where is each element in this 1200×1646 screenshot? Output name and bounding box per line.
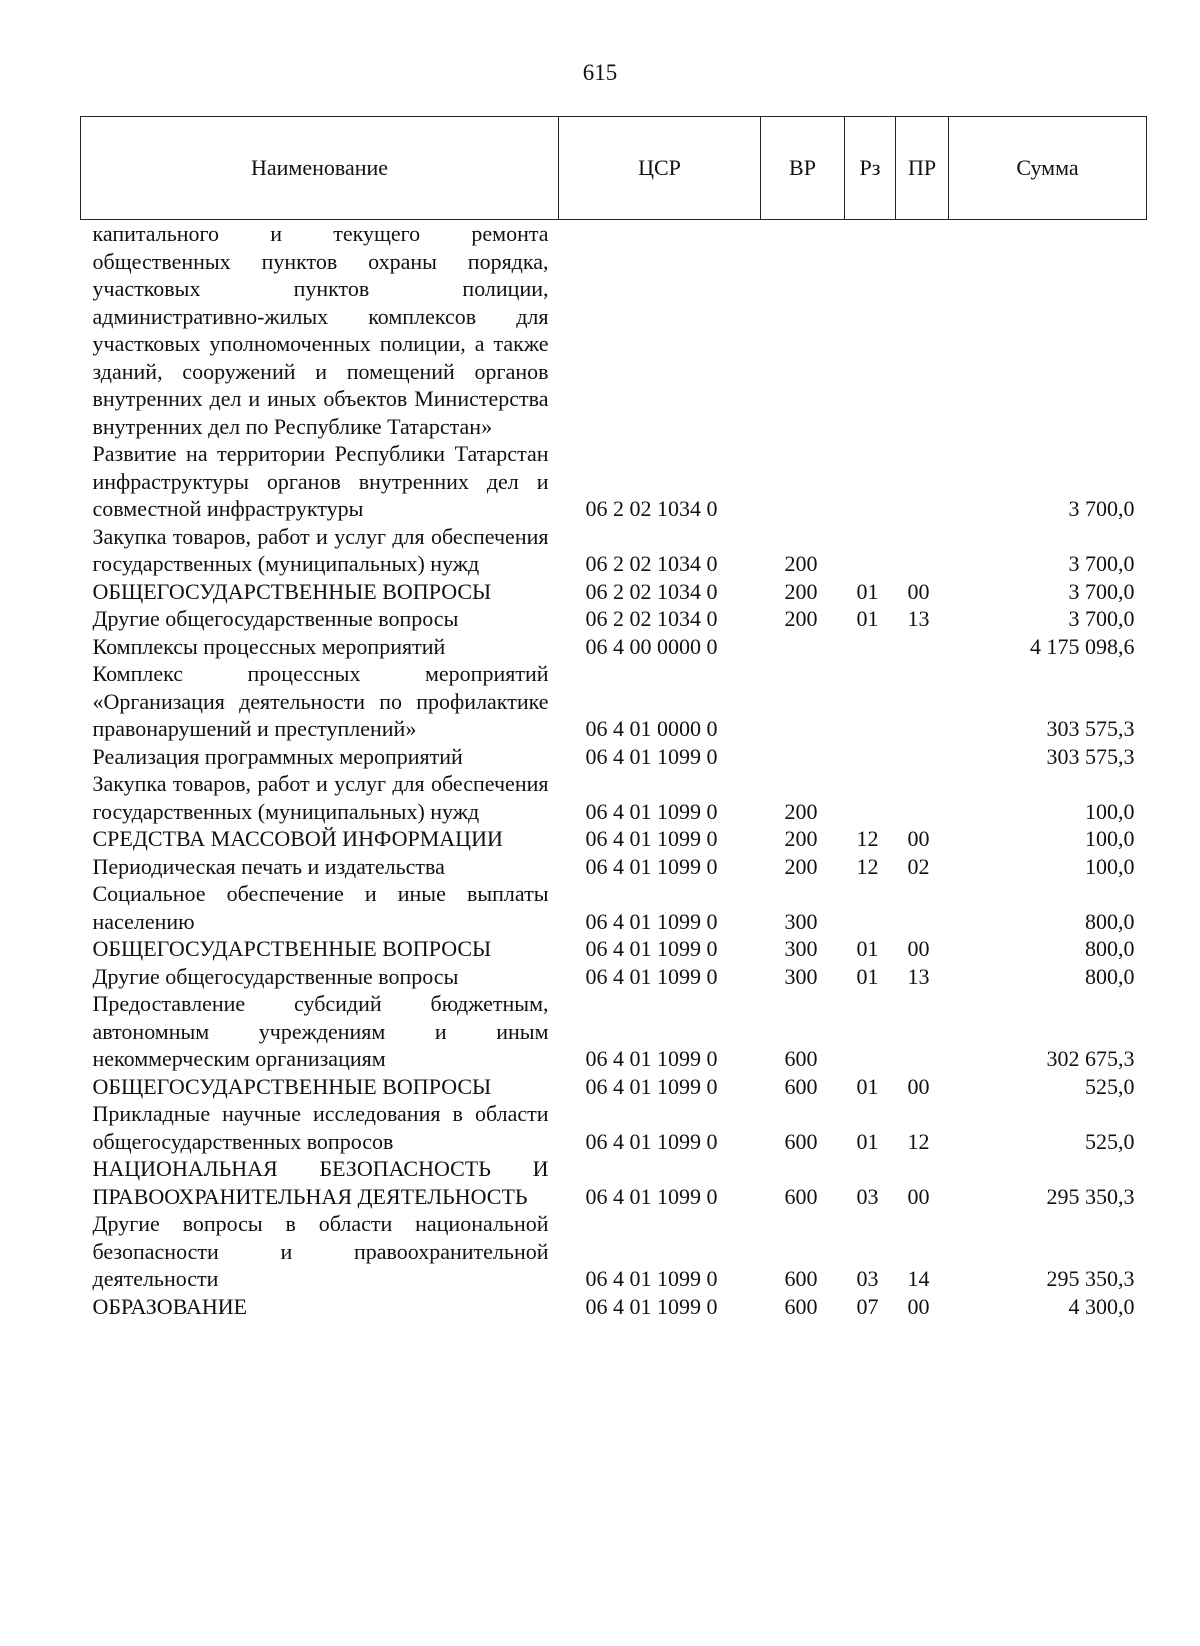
- cell-sum: 800,0: [1085, 908, 1135, 934]
- cell-sum: 302 675,3: [1046, 1046, 1135, 1071]
- cell-vr: [761, 633, 845, 661]
- cell-name: Закупка товаров, работ и услуг для обеспечения государственных (муниципальных) нужд: [92, 771, 549, 824]
- cell-pr: [896, 743, 949, 771]
- header-pr: ПР: [896, 117, 949, 220]
- cell-csr: 06 4 01 1099 0: [585, 1266, 718, 1291]
- cell-rz: 01: [856, 606, 879, 631]
- cell-csr: 06 4 01 0000 0: [585, 716, 718, 741]
- cell-rz: 12: [856, 853, 879, 879]
- cell-pr: 00: [907, 826, 930, 851]
- cell-rz: 01: [856, 1073, 879, 1099]
- cell-vr: 600: [784, 1046, 818, 1071]
- cell-vr: 200: [784, 826, 818, 851]
- cell-rz: 01: [856, 578, 879, 604]
- cell-name: Другие общегосударственные вопросы: [92, 606, 459, 631]
- cell-vr: [761, 440, 845, 523]
- budget-table: [80, 116, 1147, 1320]
- cell-rz: 01: [856, 1128, 879, 1154]
- cell-pr: 00: [907, 1293, 930, 1319]
- cell-vr: 200: [784, 578, 818, 604]
- cell-sum: 4 175 098,6: [1030, 633, 1135, 659]
- cell-rz: [845, 770, 896, 825]
- table-row: [81, 1210, 1147, 1293]
- cell-pr: 13: [907, 606, 930, 631]
- header-name: Наименование: [81, 117, 559, 220]
- cell-rz: 07: [856, 1293, 879, 1319]
- table-row: [81, 853, 1147, 881]
- cell-rz: [845, 880, 896, 935]
- cell-sum: 100,0: [1085, 853, 1135, 879]
- table-row: [81, 523, 1147, 578]
- cell-sum: 525,0: [1085, 1073, 1135, 1099]
- cell-vr: [761, 220, 845, 441]
- cell-pr: [896, 523, 949, 578]
- cell-name: Предоставление субсидий бюджетным, автономным учреждениям и иным некоммерческим организациям: [92, 991, 549, 1071]
- header-row: [81, 117, 1147, 220]
- header-rz: Рз: [845, 117, 896, 220]
- cell-vr: 300: [784, 908, 818, 934]
- table-row: [81, 990, 1147, 1073]
- cell-sum: 3 700,0: [1068, 496, 1135, 521]
- cell-rz: [845, 633, 896, 661]
- cell-csr: 06 4 01 1099 0: [585, 936, 718, 961]
- cell-csr: 06 2 02 1034 0: [585, 578, 718, 604]
- cell-name: ОБЩЕГОСУДАРСТВЕННЫЕ ВОПРОСЫ: [92, 936, 492, 961]
- cell-pr: [896, 880, 949, 935]
- cell-rz: [845, 220, 896, 441]
- cell-pr: [896, 220, 949, 441]
- cell-vr: [761, 743, 845, 771]
- table-row: [81, 935, 1147, 963]
- cell-name: ОБЩЕГОСУДАРСТВЕННЫЕ ВОПРОСЫ: [92, 578, 492, 604]
- cell-pr: [896, 990, 949, 1073]
- cell-rz: 03: [856, 1266, 879, 1291]
- cell-name: Развитие на территории Республики Татарстан инфраструктуры органов внутренних дел и совместной инфраструктуры: [92, 441, 549, 521]
- cell-sum: 100,0: [1085, 826, 1135, 851]
- header-sum: Сумма: [949, 117, 1147, 220]
- cell-sum: 303 575,3: [1046, 743, 1135, 769]
- cell-pr: 00: [907, 578, 930, 604]
- header-vr: ВР: [761, 117, 845, 220]
- cell-vr: 300: [784, 963, 818, 989]
- cell-csr: [559, 220, 761, 441]
- cell-csr: 06 4 00 0000 0: [585, 633, 718, 659]
- cell-vr: 600: [784, 1073, 818, 1099]
- cell-vr: 200: [784, 798, 818, 824]
- cell-sum: 100,0: [1085, 798, 1135, 824]
- cell-vr: 600: [784, 1266, 818, 1291]
- cell-vr: 600: [784, 1183, 818, 1209]
- table-header: [81, 117, 1147, 220]
- cell-pr: 00: [907, 936, 930, 961]
- cell-vr: 200: [784, 606, 818, 631]
- cell-name: Комплексы процессных мероприятий: [92, 633, 446, 659]
- cell-csr: 06 4 01 1099 0: [585, 1046, 718, 1071]
- cell-rz: [845, 440, 896, 523]
- cell-csr: 06 2 02 1034 0: [585, 496, 718, 521]
- table-row: [81, 220, 1147, 441]
- cell-rz: 01: [856, 963, 879, 989]
- cell-rz: [845, 990, 896, 1073]
- table-row: [81, 605, 1147, 633]
- cell-csr: 06 2 02 1034 0: [585, 551, 718, 576]
- cell-name: Периодическая печать и издательства: [92, 853, 445, 879]
- cell-sum: 295 350,3: [1046, 1266, 1135, 1291]
- table-row: [81, 1073, 1147, 1101]
- cell-csr: 06 4 01 1099 0: [585, 853, 718, 879]
- cell-sum: 525,0: [1085, 1128, 1135, 1154]
- cell-name: Другие вопросы в области национальной безопасности и правоохранительной деятельности: [92, 1211, 549, 1291]
- cell-sum: [949, 220, 1147, 441]
- cell-rz: 03: [856, 1183, 879, 1209]
- cell-name: ОБРАЗОВАНИЕ: [92, 1293, 248, 1319]
- cell-csr: 06 4 01 1099 0: [585, 1183, 718, 1209]
- cell-rz: 01: [856, 936, 879, 961]
- cell-name: НАЦИОНАЛЬНАЯ БЕЗОПАСНОСТЬ И ПРАВООХРАНИТЕЛЬНАЯ ДЕЯТЕЛЬНОСТЬ: [92, 1156, 549, 1209]
- cell-vr: 300: [784, 936, 818, 961]
- table-row: [81, 633, 1147, 661]
- cell-rz: 12: [856, 826, 879, 851]
- table-row: [81, 1155, 1147, 1210]
- cell-pr: [896, 440, 949, 523]
- cell-vr: 200: [784, 853, 818, 879]
- cell-name: Закупка товаров, работ и услуг для обеспечения государственных (муниципальных) нужд: [92, 523, 549, 576]
- page-number: 615: [582, 60, 618, 85]
- cell-csr: 06 4 01 1099 0: [585, 1293, 718, 1319]
- cell-vr: 600: [784, 1128, 818, 1154]
- cell-pr: 00: [907, 1183, 930, 1209]
- cell-pr: 12: [907, 1128, 930, 1154]
- cell-sum: 800,0: [1085, 936, 1135, 961]
- cell-csr: 06 4 01 1099 0: [585, 1128, 718, 1154]
- table-row: [81, 825, 1147, 853]
- cell-name: Другие общегосударственные вопросы: [92, 963, 459, 989]
- cell-vr: 200: [784, 551, 818, 576]
- cell-csr: 06 4 01 1099 0: [585, 963, 718, 989]
- header-csr: ЦСР: [559, 117, 761, 220]
- table-row: [81, 770, 1147, 825]
- cell-rz: [845, 523, 896, 578]
- cell-csr: 06 4 01 1099 0: [585, 908, 718, 934]
- cell-pr: 00: [907, 1073, 930, 1099]
- cell-sum: 4 300,0: [1068, 1293, 1135, 1319]
- cell-sum: 3 700,0: [1068, 551, 1135, 576]
- cell-sum: 303 575,3: [1046, 716, 1135, 741]
- table-row: [81, 1293, 1147, 1321]
- cell-csr: 06 4 01 1099 0: [585, 798, 718, 824]
- cell-csr: 06 4 01 1099 0: [585, 826, 718, 851]
- cell-name: капитального и текущего ремонта общественных пунктов охраны порядка, участковых пунктов полиции, административно-жилых комплексов для участковых уполномоченных полиции, а также зданий, сооружений и помещений органов внутренних дел и иных объектов Министерства внутренних дел по Республике Татарстан»: [92, 221, 549, 439]
- cell-vr: 600: [784, 1293, 818, 1319]
- cell-rz: [845, 660, 896, 743]
- cell-csr: 06 4 01 1099 0: [585, 743, 718, 769]
- cell-name: Социальное обеспечение и иные выплаты населению: [92, 881, 549, 934]
- cell-pr: 13: [907, 963, 930, 989]
- cell-pr: [896, 770, 949, 825]
- cell-sum: 295 350,3: [1046, 1183, 1135, 1209]
- cell-rz: [845, 743, 896, 771]
- cell-sum: 800,0: [1085, 963, 1135, 989]
- cell-name: ОБЩЕГОСУДАРСТВЕННЫЕ ВОПРОСЫ: [92, 1073, 492, 1099]
- table-row: [81, 1100, 1147, 1155]
- cell-name: СРЕДСТВА МАССОВОЙ ИНФОРМАЦИИ: [92, 826, 503, 851]
- cell-sum: 3 700,0: [1068, 606, 1135, 631]
- table-row: [81, 880, 1147, 935]
- cell-name: Комплекс процессных мероприятий «Организация деятельности по профилактике правонарушений и преступлений»: [92, 661, 549, 741]
- cell-csr: 06 4 01 1099 0: [585, 1073, 718, 1099]
- cell-pr: [896, 660, 949, 743]
- cell-name: Прикладные научные исследования в области общегосударственных вопросов: [92, 1101, 549, 1154]
- cell-vr: [761, 660, 845, 743]
- cell-sum: 3 700,0: [1068, 578, 1135, 604]
- table-row: [81, 963, 1147, 991]
- cell-name: Реализация программных мероприятий: [92, 743, 463, 769]
- cell-pr: 02: [907, 853, 930, 879]
- table-row: [81, 743, 1147, 771]
- table-row: [81, 578, 1147, 606]
- table-body: [81, 220, 1147, 1321]
- cell-csr: 06 2 02 1034 0: [585, 606, 718, 631]
- table-row: [81, 660, 1147, 743]
- cell-pr: 14: [907, 1266, 930, 1291]
- cell-pr: [896, 633, 949, 661]
- table-row: [81, 440, 1147, 523]
